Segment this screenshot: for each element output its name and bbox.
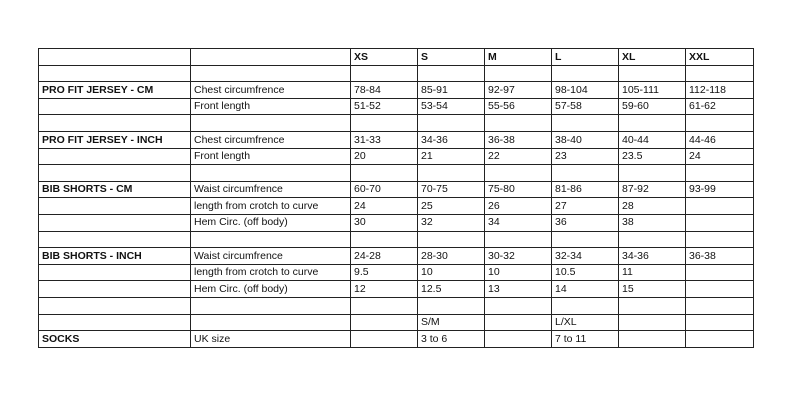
socks-size-header [686,314,754,331]
measurement-value: 38-40 [552,131,619,148]
size-header-row [39,49,754,66]
measurement-value: 10 [485,264,552,281]
measurement-value: 21 [418,148,485,165]
empty-cell [552,65,619,82]
measurement-value: 60-70 [351,181,418,198]
measurement-row [39,82,754,99]
measurement-value [686,198,754,215]
empty-cell [191,314,351,331]
empty-cell [418,297,485,314]
empty-cell [351,115,418,132]
empty-cell [39,297,191,314]
measurement-label: Chest circumfrence [191,131,351,148]
measurement-value [686,264,754,281]
measurement-row [39,248,754,265]
measurement-value: 11 [619,264,686,281]
measurement-value: 34-36 [619,248,686,265]
empty-cell [39,148,191,165]
empty-cell [39,98,191,115]
empty-cell [191,165,351,182]
measurement-value: 92-97 [485,82,552,99]
measurement-value: 98-104 [552,82,619,99]
measurement-value: 75-80 [485,181,552,198]
spacer-row [39,165,754,182]
empty-cell [619,231,686,248]
empty-cell [191,231,351,248]
measurement-value: 24-28 [351,248,418,265]
measurement-value: 28-30 [418,248,485,265]
size-chart-table [38,48,754,348]
socks-size-header-row [39,314,754,331]
empty-cell [191,65,351,82]
empty-cell [418,115,485,132]
measurement-value: 12.5 [418,281,485,298]
empty-cell [619,65,686,82]
measurement-value: 70-75 [418,181,485,198]
measurement-value: 14 [552,281,619,298]
empty-cell [39,314,191,331]
measurement-value: 12 [351,281,418,298]
measurement-value: 34 [485,214,552,231]
spacer-row [39,115,754,132]
empty-cell [552,231,619,248]
section-title: PRO FIT JERSEY - CM [39,82,191,99]
measurement-label: Waist circumfrence [191,181,351,198]
measurement-row [39,214,754,231]
section-title: PRO FIT JERSEY - INCH [39,131,191,148]
measurement-value: 32-34 [552,248,619,265]
measurement-value: 25 [418,198,485,215]
empty-cell [351,165,418,182]
measurement-value: 31-33 [351,131,418,148]
measurement-row [39,131,754,148]
empty-cell [351,65,418,82]
measurement-label: Front length [191,148,351,165]
empty-cell [418,165,485,182]
measurement-value: 87-92 [619,181,686,198]
measurement-value: 105-111 [619,82,686,99]
measurement-value: 51-52 [351,98,418,115]
size-header-xxl: XXL [686,49,754,66]
spacer-row [39,231,754,248]
spacer-row [39,65,754,82]
measurement-value: 10.5 [552,264,619,281]
empty-cell [39,281,191,298]
measurement-value [686,214,754,231]
measurement-value: 85-91 [418,82,485,99]
empty-cell [418,231,485,248]
measurement-label: UK size [191,331,351,348]
empty-cell [39,198,191,215]
measurement-value [351,331,418,348]
measurement-label: length from crotch to curve [191,264,351,281]
size-header-m: M [485,49,552,66]
measurement-row [39,98,754,115]
measurement-value: 61-62 [686,98,754,115]
measurement-value [686,281,754,298]
measurement-value: 24 [686,148,754,165]
empty-cell [39,165,191,182]
measurement-value: 23 [552,148,619,165]
measurement-value: 30 [351,214,418,231]
empty-cell [485,115,552,132]
measurement-row [39,148,754,165]
empty-cell [39,115,191,132]
measurement-value: 112-118 [686,82,754,99]
section-title: SOCKS [39,331,191,348]
empty-cell [418,65,485,82]
measurement-value: 9.5 [351,264,418,281]
empty-cell [686,297,754,314]
measurement-value: 81-86 [552,181,619,198]
empty-cell [552,297,619,314]
empty-cell [686,165,754,182]
measurement-value: 78-84 [351,82,418,99]
socks-size-header: S/M [418,314,485,331]
socks-size-header [485,314,552,331]
measurement-value: 32 [418,214,485,231]
measurement-value: 30-32 [485,248,552,265]
measurement-value: 36-38 [485,131,552,148]
socks-size-header: L/XL [552,314,619,331]
measurement-value: 13 [485,281,552,298]
measurement-label: Waist circumfrence [191,248,351,265]
empty-cell [485,65,552,82]
empty-cell [39,231,191,248]
empty-cell [39,65,191,82]
measurement-label: Hem Circ. (off body) [191,214,351,231]
socks-size-header [351,314,418,331]
measurement-value: 28 [619,198,686,215]
measurement-value: 55-56 [485,98,552,115]
measurement-row [39,198,754,215]
measurement-value: 53-54 [418,98,485,115]
measurement-value: 27 [552,198,619,215]
measurement-value: 23.5 [619,148,686,165]
empty-cell [485,165,552,182]
empty-cell [619,165,686,182]
measurement-value: 3 to 6 [418,331,485,348]
measurement-label: Front length [191,98,351,115]
measurement-row [39,281,754,298]
size-header-l: L [552,49,619,66]
empty-cell [191,297,351,314]
section-title: BIB SHORTS - INCH [39,248,191,265]
measurement-value: 59-60 [619,98,686,115]
socks-row [39,331,754,348]
empty-cell [191,115,351,132]
empty-cell [686,115,754,132]
empty-cell [552,115,619,132]
empty-cell [552,165,619,182]
spacer-row [39,297,754,314]
socks-size-header [619,314,686,331]
measurement-value: 36-38 [686,248,754,265]
measurement-value: 20 [351,148,418,165]
empty-cell [39,264,191,281]
measurement-label: length from crotch to curve [191,198,351,215]
empty-cell [619,297,686,314]
size-header-xl: XL [619,49,686,66]
measurement-value: 93-99 [686,181,754,198]
measurement-value: 26 [485,198,552,215]
empty-cell [191,49,351,66]
measurement-value: 44-46 [686,131,754,148]
measurement-label: Chest circumfrence [191,82,351,99]
size-chart-body [39,49,754,348]
empty-cell [619,115,686,132]
measurement-value: 10 [418,264,485,281]
empty-cell [39,49,191,66]
empty-cell [485,231,552,248]
empty-cell [686,231,754,248]
measurement-value: 34-36 [418,131,485,148]
empty-cell [686,65,754,82]
measurement-value: 22 [485,148,552,165]
measurement-value [619,331,686,348]
measurement-value [686,331,754,348]
measurement-row [39,181,754,198]
section-title: BIB SHORTS - CM [39,181,191,198]
measurement-row [39,264,754,281]
measurement-value: 57-58 [552,98,619,115]
empty-cell [485,297,552,314]
size-header-xs: XS [351,49,418,66]
measurement-value: 7 to 11 [552,331,619,348]
empty-cell [351,231,418,248]
measurement-value: 38 [619,214,686,231]
measurement-value: 36 [552,214,619,231]
empty-cell [39,214,191,231]
measurement-value: 15 [619,281,686,298]
empty-cell [351,297,418,314]
measurement-value: 40-44 [619,131,686,148]
measurement-value: 24 [351,198,418,215]
measurement-label: Hem Circ. (off body) [191,281,351,298]
size-header-s: S [418,49,485,66]
measurement-value [485,331,552,348]
